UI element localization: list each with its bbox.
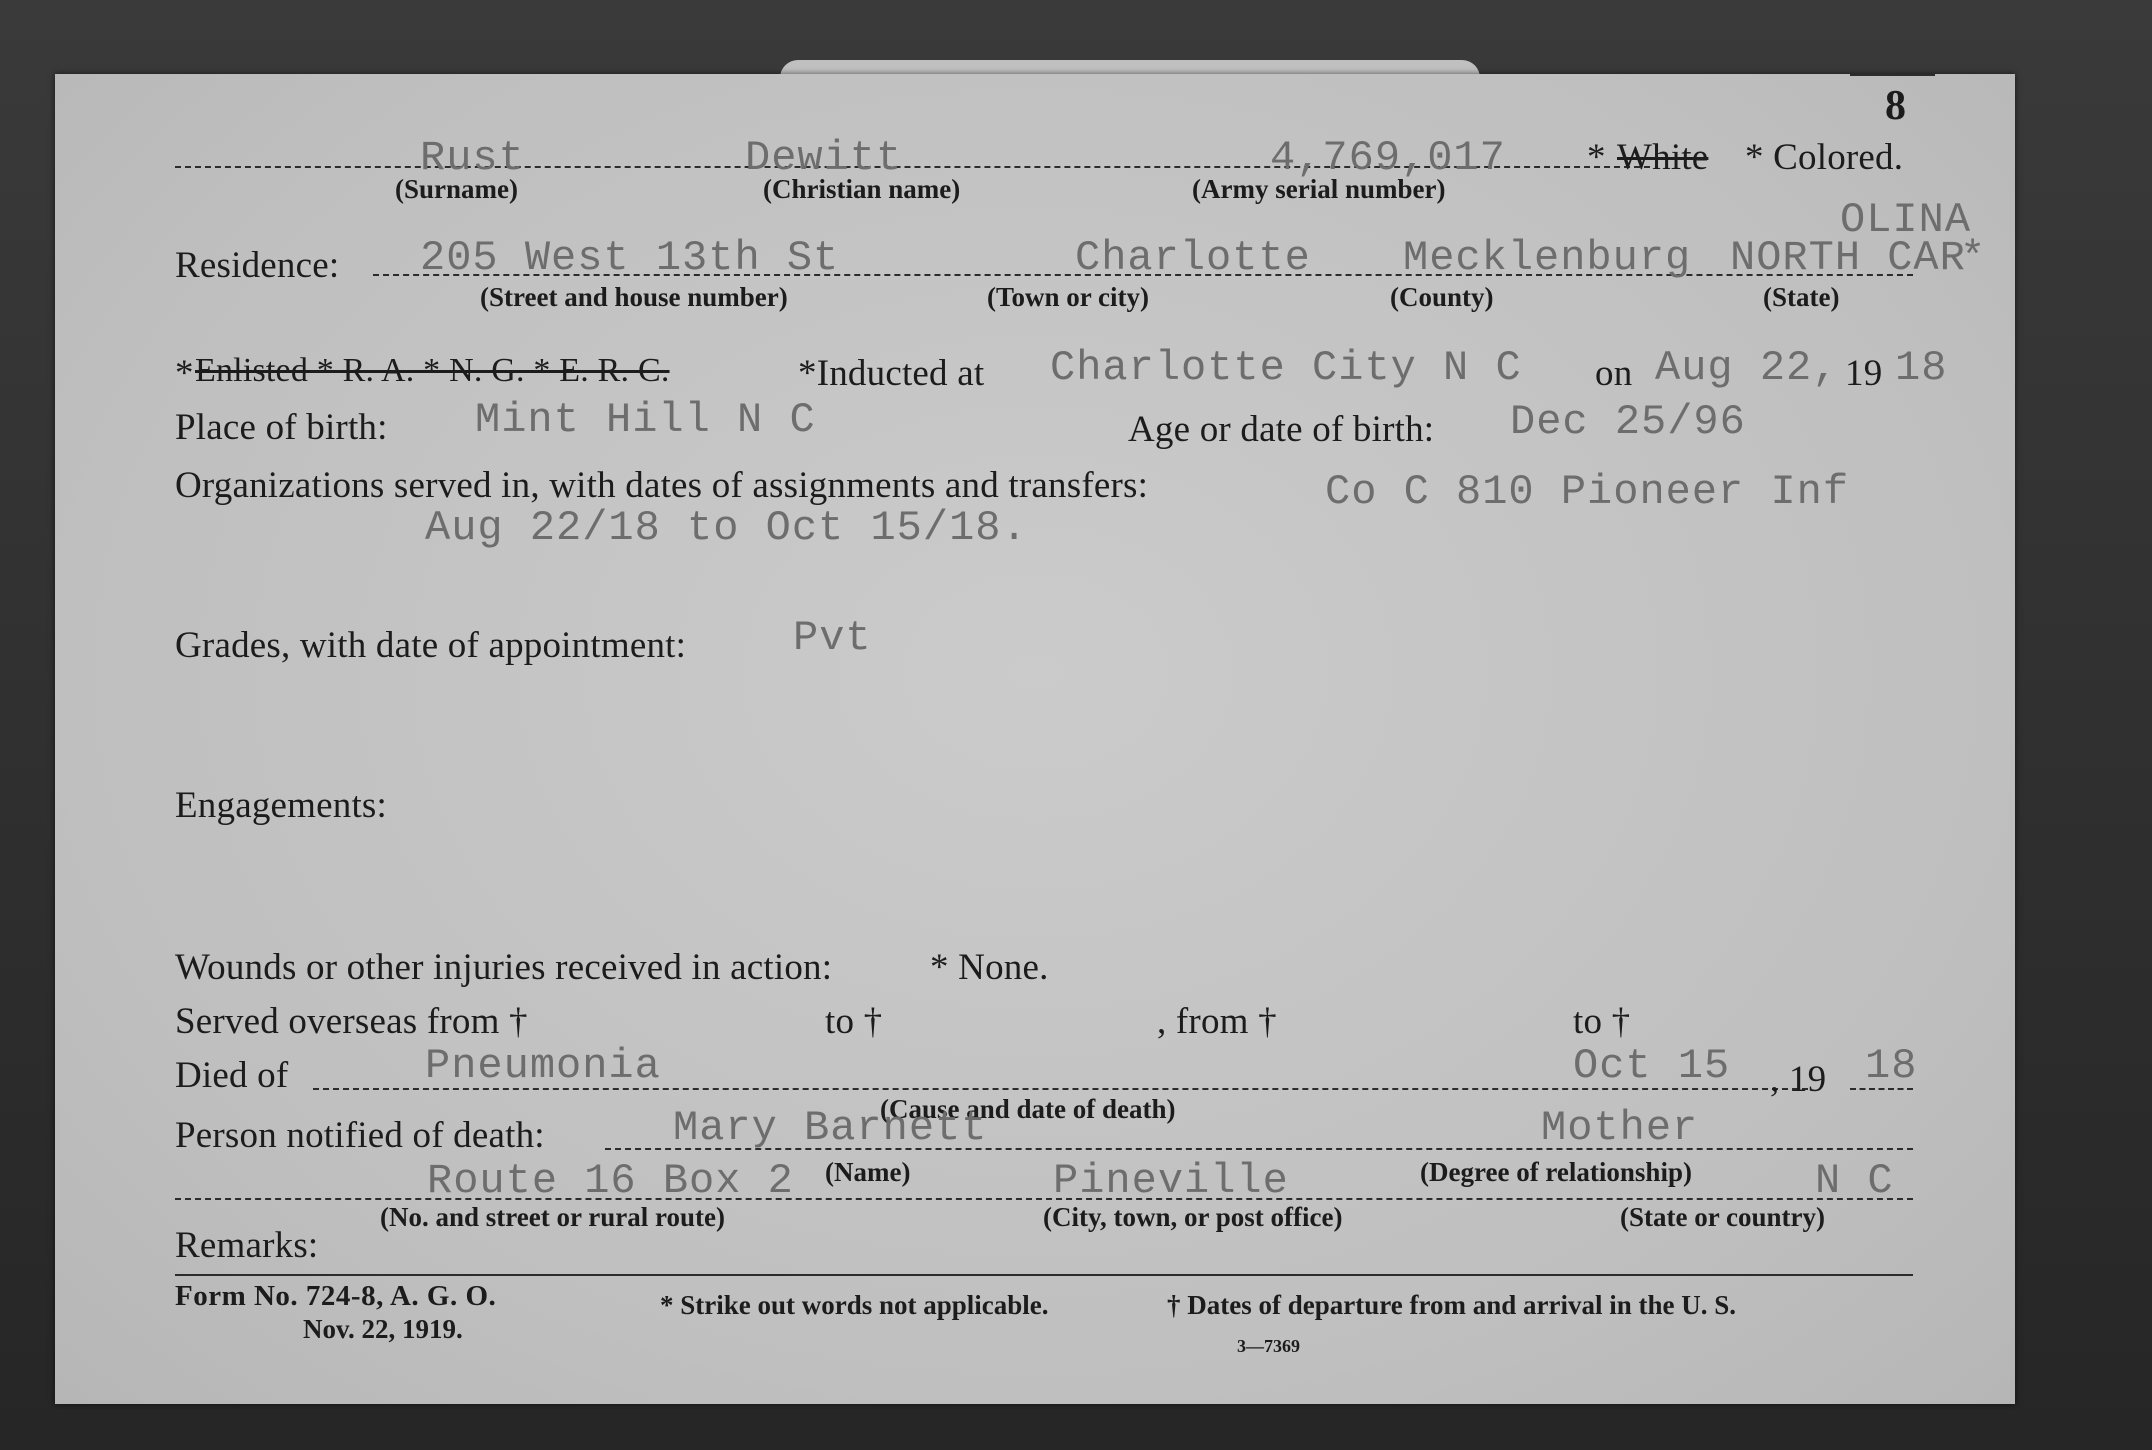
notified-relationship-label: (Degree of relationship) — [1420, 1157, 1692, 1187]
city-post-office-label: (City, town, or post office) — [1043, 1202, 1343, 1232]
wounds-label: Wounds or other injuries received in action: — [175, 947, 833, 988]
overseas-from2-label: , from † — [1157, 1001, 1277, 1042]
residence-state-overflow: OLINA — [1840, 196, 1972, 244]
organizations-label: Organizations served in, with dates of assignments and transfers: — [175, 465, 1149, 506]
inducted-on-label: on — [1595, 353, 1633, 394]
surname-value: Rust — [420, 134, 525, 182]
birthdate-value: Dec 25/96 — [1510, 398, 1746, 446]
death-year: 18 — [1865, 1042, 1918, 1090]
birthplace-value: Mint Hill N C — [475, 396, 816, 444]
wounds-value: * None. — [930, 947, 1049, 988]
race-star: * — [1587, 137, 1606, 178]
organizations-dates: Aug 22/18 to Oct 15/18. — [425, 504, 1028, 552]
inducted-year: 18 — [1895, 344, 1948, 392]
notified-city: Pineville — [1053, 1157, 1289, 1205]
residence-county: Mecklenburg — [1403, 234, 1692, 282]
state-country-label: (State or country) — [1620, 1202, 1825, 1232]
race-white-struck: White — [1617, 137, 1709, 178]
engagements-label: Engagements: — [175, 785, 388, 826]
surname-label: (Surname) — [395, 174, 518, 204]
birthplace-label: Place of birth: — [175, 407, 388, 448]
print-code: 3—7369 — [1237, 1336, 1300, 1356]
state-label: (State) — [1763, 282, 1840, 312]
died-of-label: Died of — [175, 1055, 289, 1096]
residence-street: 205 West 13th St — [420, 234, 840, 282]
serial-number-label: (Army serial number) — [1192, 174, 1446, 204]
inducted-year-prefix: 19 — [1845, 353, 1883, 394]
remarks-label: Remarks: — [175, 1225, 319, 1266]
form-number: Form No. 724-8, A. G. O. — [175, 1280, 497, 1312]
enlisted-star: * — [175, 353, 194, 394]
christian-name-value: Dewitt — [745, 134, 903, 182]
notified-name: Mary Barnett — [673, 1104, 988, 1152]
street-route-label: (No. and street or rural route) — [380, 1202, 725, 1232]
notified-state: N C — [1815, 1157, 1894, 1205]
inducted-place: Charlotte City N C — [1050, 344, 1522, 392]
dagger-note: † Dates of departure from and arrival in the U. S. — [1167, 1290, 1736, 1320]
inducted-date: Aug 22, — [1655, 344, 1839, 392]
strike-note: * Strike out words not applicable. — [660, 1290, 1049, 1320]
death-cause: Pneumonia — [425, 1042, 661, 1090]
serial-number-value: 4,769,017 — [1270, 134, 1506, 182]
town-label: (Town or city) — [987, 282, 1149, 312]
notified-relationship: Mother — [1541, 1104, 1699, 1152]
organizations-unit: Co C 810 Pioneer Inf — [1325, 468, 1850, 516]
residence-state: NORTH CAR — [1730, 234, 1966, 282]
page-number-rule — [1850, 74, 1935, 76]
notified-label: Person notified of death: — [175, 1115, 545, 1156]
christian-name-label: (Christian name) — [763, 174, 961, 204]
residence-state-star: * — [1960, 234, 1987, 282]
county-label: (County) — [1390, 282, 1494, 312]
grades-value: Pvt — [793, 614, 872, 662]
inducted-label: *Inducted at — [798, 353, 985, 394]
death-year-prefix: , 19 — [1770, 1059, 1827, 1100]
notified-name-label: (Name) — [825, 1157, 911, 1187]
death-caption: (Cause and date of death) — [880, 1094, 1176, 1124]
overseas-to-label: to † — [825, 1001, 883, 1042]
notified-street: Route 16 Box 2 — [427, 1157, 794, 1205]
page-number: 8 — [1885, 83, 1906, 129]
race-colored: * Colored. — [1745, 137, 1904, 178]
form-date: Nov. 22, 1919. — [303, 1314, 463, 1344]
street-label: (Street and house number) — [480, 282, 788, 312]
overseas-to2-label: to † — [1573, 1001, 1631, 1042]
grades-label: Grades, with date of appointment: — [175, 625, 687, 666]
overseas-from-label: Served overseas from † — [175, 1001, 528, 1042]
service-record-card — [55, 74, 2015, 1404]
birthdate-label: Age or date of birth: — [1128, 409, 1435, 450]
residence-label: Residence: — [175, 245, 340, 286]
enlistment-struck-options: Enlisted * R. A. * N. G. * E. R. C. — [195, 352, 670, 389]
death-date: Oct 15 — [1573, 1042, 1731, 1090]
remarks-rule — [175, 1274, 1913, 1276]
residence-town: Charlotte — [1075, 234, 1311, 282]
